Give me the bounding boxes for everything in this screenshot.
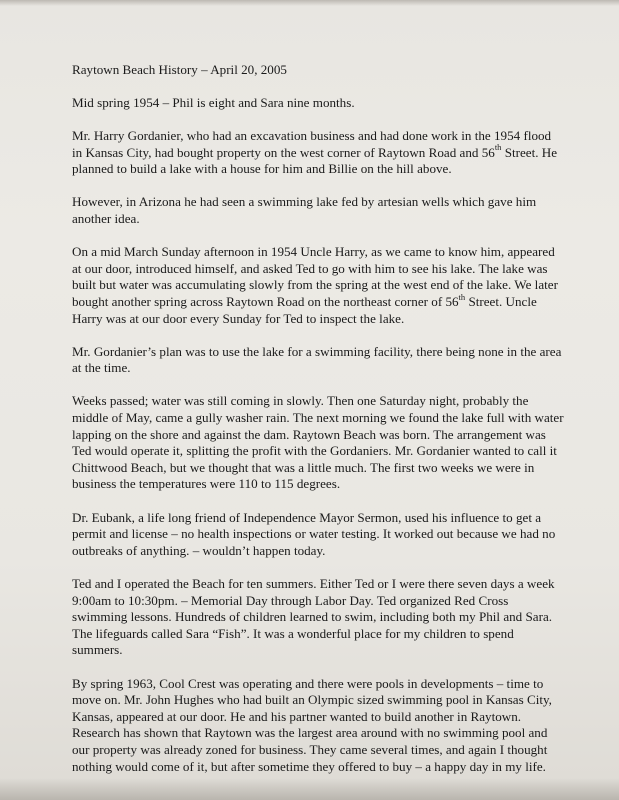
document-body: [72, 62, 564, 792]
paragraph-5: Mr. Gordanier’s plan was to use the lake for a swimming facility, there being none in the area at the time.: [72, 343, 562, 376]
paper-bottom-shadow: [0, 778, 619, 800]
paragraph-6: Weeks passed; water was still coming in slowly. Then one Saturday night, probably the middle of May, came a gully washer rain. The next morning we found the lake full with water lapping on the shore and against the dam. Raytown Beach was born. The arrangement was Ted would operate it, splitting the profit with the Gordaniers. Mr. Gordanier wanted to call it Chittwood Beach, but we thought that was a little much. The first two weeks we were in business the temperatures were 110 to 115 degrees.: [72, 393, 564, 492]
paragraph-8: Ted and I operated the Beach for ten summers. Either Ted or I were there seven days a week 9:00am to 10:30pm. – Memorial Day through Labor Day. Ted organized Red Cross swimming lessons. Hundreds of children learned to swim, including both my Phil and Sara. The lifeguards called Sara “Fish”. It was a wonderful place for my children to spend summers.: [72, 576, 555, 658]
document-title: Raytown Beach History – April 20, 2005: [72, 62, 287, 77]
paper-top-shadow: [0, 0, 619, 6]
paragraph-1: Mid spring 1954 – Phil is eight and Sara nine months.: [72, 94, 355, 110]
ordinal-suffix: th: [458, 291, 466, 302]
paragraph-7: Dr. Eubank, a life long friend of Independence Mayor Sermon, used his influence to get a permit and license – no health inspections or water testing. It worked out because we had no outbreaks of anything. – wouldn’t happen today.: [72, 509, 556, 558]
paragraph-9: By spring 1963, Cool Crest was operating and there were pools in developments – time to move on. Mr. John Hughes who had built an Olympic sized swimming pool in Kansas City, Kansas, appeared at our door. He and his partner wanted to build another in Raytown. Research has shown that Raytown was the largest area around with no swimming pool and our property was already zoned for business. They came several times, and again I thought nothing would come of it, but after sometime they offered to buy – a happy day in my life.: [72, 675, 552, 774]
paragraph-2: Mr. Harry Gordanier, who had an excavation business and had done work in the 1954 flood in Kansas City, had bought property on the west corner of Raytown Road and 56th Street. He planned to build a lake with a house for him and Billie on the hill above.: [72, 127, 558, 177]
ordinal-suffix: th: [494, 142, 502, 153]
paragraph-3: However, in Arizona he had seen a swimming lake fed by artesian wells which gave him another idea.: [72, 194, 537, 226]
paragraph-4: On a mid March Sunday afternoon in 1954 Uncle Harry, as we came to know him, appeared at our door, introduced himself, and asked Ted to go with him to see his lake. The lake was built but water was accumulating slowly from the spring at the west end of the lake. We later bought another spring across Raytown Road on the northeast corner of 56th Street. Uncle Harry was at our door every Sunday for Ted to inspect the lake.: [72, 244, 558, 326]
